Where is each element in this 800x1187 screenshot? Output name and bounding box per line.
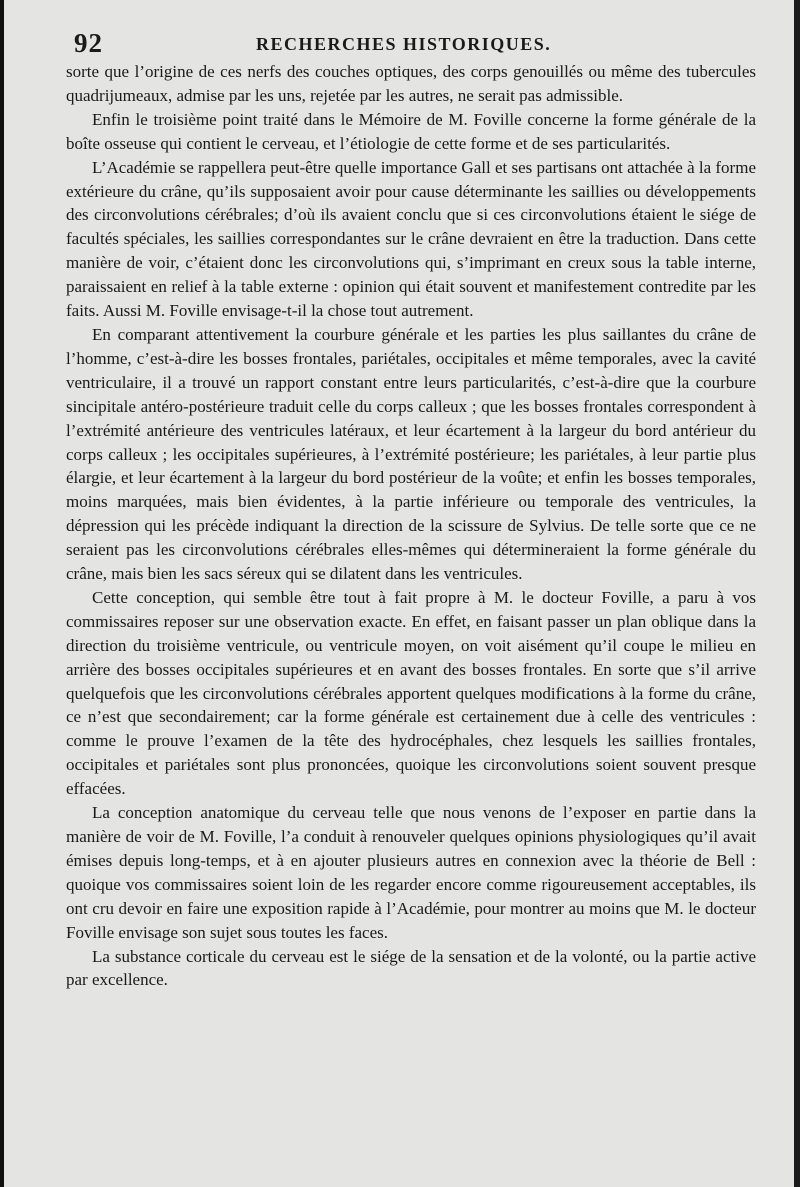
- paragraph: En comparant attentivement la courbure générale et les parties les plus saillantes du crâne de l’homme, c’est-à-dire les bosses frontales, pariétales, occipitales et même temporales, avec la cavité ventriculaire, il a trouvé un rapport constant entre leurs particularités, c’est-à-dire que la courbure sincipitale antéro-postérieure traduit celle du corps calleux ; que les bosses frontales correspondent à l’extrémité antérieure des ventricules latéraux, et leur écartement à la largeur du bord antérieur du corps calleux ; les occipitales supérieures, à l’extrémité postérieure; les pariétales, à leur partie plus élargie, et leur écartement à la largeur du bord postérieur de la voûte; et enfin les bosses temporales, moins marquées, mais bien évidentes, à la partie inférieure ou temporale des ventricules, la dépression qui les précède indiquant la direction de la scissure de Sylvius. De telle sorte que ce ne seraient pas les circonvolutions cérébrales elles-mêmes qui détermineraient la forme générale du crâne, mais bien les sacs séreux qui se dilatent dans les ventricules.: [66, 324, 756, 584]
- paragraph: Cette conception, qui semble être tout à fait propre à M. le docteur Foville, a paru à vos commissaires reposer sur une observation exacte. En effet, en faisant passer un plan oblique dans la direction du troisième ventricule, ou ventricule moyen, on voit aisément qu’il coupe le milieu en arrière des bosses occipitales supérieures et en avant des bosses frontales. En sorte que s’il arrive quelquefois que les circonvolutions cérébrales apportent quelques modifications à la forme du crâne, ce n’est que secondairement; car la forme générale est certainement due à celle des ventricules : comme le prouve l’examen de la tête des hydrocéphales, chez lesquels les saillies frontales, occipitales et pariétales sont plus prononcées, quoique les circonvolutions soient souvent presque effacées.: [66, 587, 756, 799]
- paragraph: La conception anatomique du cerveau telle que nous venons de l’exposer en partie dans la manière de voir de M. Foville, l’a conduit à renouveler quelques opinions physiologiques qu’il avait émises depuis long-temps, et à en ajouter plusieurs autres en connexion avec la théorie de Bell : quoique vos commissaires soient loin de les regarder encore comme rigoureusement acceptables, ils ont cru devoir en faire une exposition rapide à l’Académie, pour montrer au moins que M. le docteur Foville envisage son sujet sous toutes les faces.: [66, 803, 756, 942]
- running-title: RECHERCHES HISTORIQUES.: [256, 34, 552, 54]
- paragraph-continuation: sorte que l’origine de ces nerfs des couches optiques, des corps genouillés ou même des tubercules quadrijumeaux, admise par les uns, rejetée par les autres, ne serait pas admissible.: [66, 62, 756, 105]
- page-number: 92: [74, 28, 103, 58]
- paragraph: Enfin le troisième point traité dans le Mémoire de M. Foville concerne la forme générale de la boîte osseuse qui contient le cerveau, et l’étiologie de cette forme et de ses particularités.: [66, 109, 756, 153]
- page-header: [66, 26, 754, 60]
- paragraph: L’Académie se rappellera peut-être quelle importance Gall et ses partisans ont attachée à la forme extérieure du crâne, qu’ils supposaient avoir pour cause déterminante les saillies ou développements des circonvolutions cérébrales; d’où ils avaient conclu que si ces circonvolutions étaient le siége de facultés spéciales, les saillies correspondantes sur le crâne devraient en être la traduction. Dans cette manière de voir, c’étaient donc les circonvolutions qui, s’imprimant en creux sous la table interne, paraissaient en relief à la table externe : opinion qui était souvent et manifestement contredite par les faits. Aussi M. Foville envisage-t-il la chose tout autrement.: [66, 157, 756, 321]
- body-text: [66, 60, 756, 992]
- paragraph: La substance corticale du cerveau est le siége de la sensation et de la volonté, ou la partie active par excellence.: [66, 946, 756, 990]
